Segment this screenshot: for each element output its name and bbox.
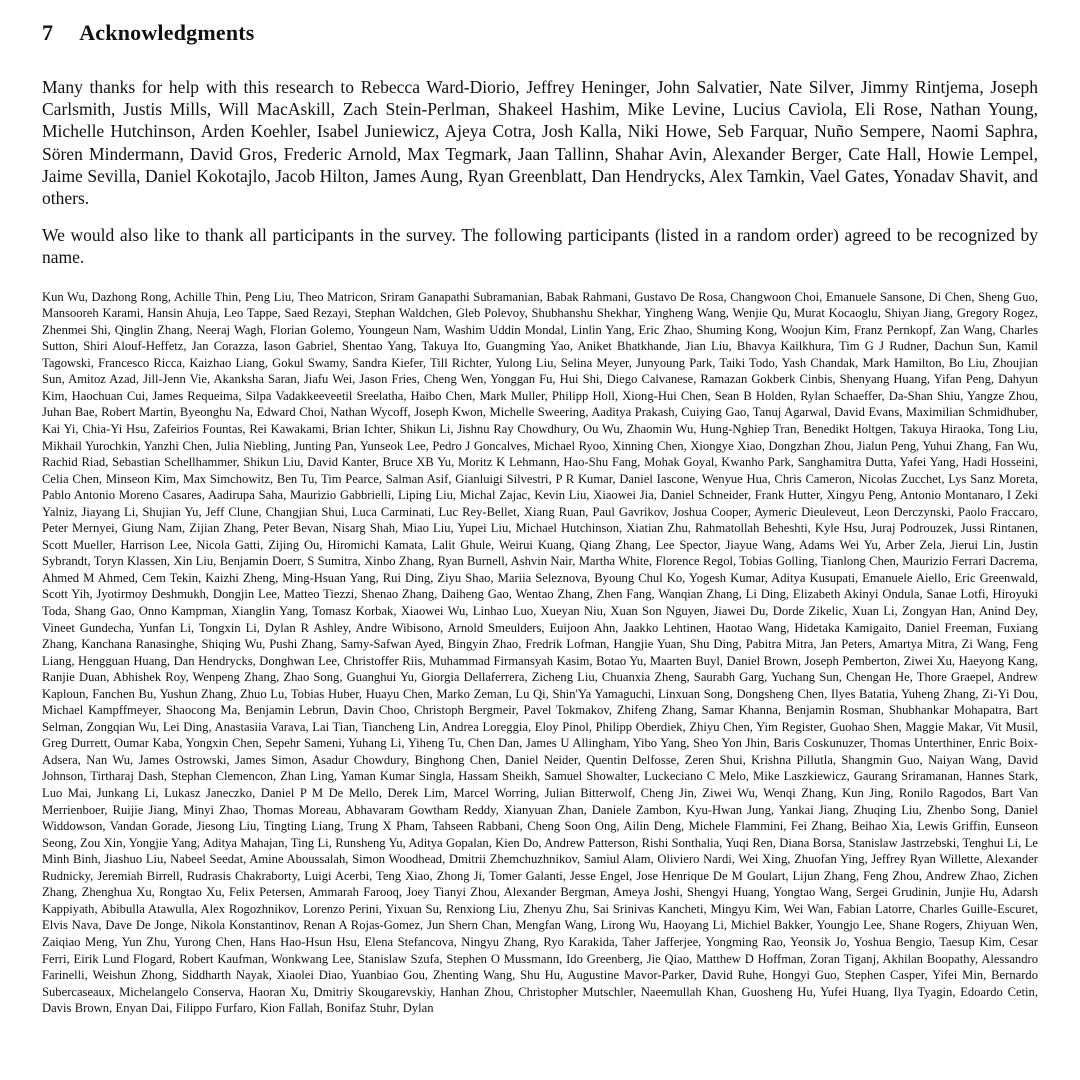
section-title: Acknowledgments <box>79 20 255 45</box>
participant-names-block: Kun Wu, Dazhong Rong, Achille Thin, Peng Liu, Theo Matricon, Sriram Ganapathi Subramanian, Babak Rahmani, Gustavo De Rosa, Changwoon Choi, Emanuele Sansone, Di Chen, Sheng Guo, Mansooreh Karami, Hansin Ahuja, Leo Tappe, Saed Rezayi, Stephan Waldchen, Gleb Polevoy, Shubhanshu Shekhar, Yingheng Wang, Wenjie Qu, Murat Kocaoglu, Shiyan Jiang, Gregory Rogez, Zhenmei Shi, Qinglin Zhang, Neeraj Wagh, Florian Golemo, Youngeun Nam, Washim Uddin Mondal, Linlin Yang, Eric Zhao, Shuming Kong, Woojun Kim, Franz Pernkopf, Zan Wang, Charles Sutton, Shiri Alouf-Heffetz, Jan Corazza, Iason Gabriel, Shentao Yang, Takuya Ito, Guangming Yao, Aniket Bhatkhande, Jian Liu, Bhavya Kailkhura, Tim G J Rudner, Dachun Sun, Kamil Tagowski, Francesco Ricca, Kaizhao Liang, Gokul Swamy, Sandra Kiefer, Till Richter, Yulong Liu, Selina Meyer, Junyoung Park, Taiki Todo, Yash Chandak, Mark Hamilton, Bo Liu, Zhoujian Sun, Amitoz Azad, Jill-Jenn Vie, Akanksha Saran, Jiafu Wei, Jason Fries, Cheng Wen, Yonggan Fu, Hui Shi, Diego Calvanese, Ramazan Gokberk Cinbis, Shenyang Huang, Yifan Peng, Dahyun Kim, Haochuan Cui, James Requeima, Silpa Vadakkeeveetil Sreelatha, Haibo Chen, Mark Muller, Philipp Holl, Xiong-Hui Chen, Sean B Holden, Rylan Schaeffer, Da-Shan Shiu, Yangze Zhou, Juhan Bae, Robert Martin, Byeonghu Na, Edward Choi, Nathan Wycoff, Joseph Kwon, Michelle Sweering, Aaditya Prakash, Cuiying Gao, Tanuj Agarwal, David Evans, Maximilian Schmidhuber, Kai Yi, Chia-Yi Hsu, Zafeirios Fountas, Rei Kawakami, Brian Ichter, Shikun Li, Jishnu Ray Chowdhury, Ou Wu, Zhaomin Wu, Hung-Nghiep Tran, Benedikt Holtgen, Takuya Hiraoka, Tong Liu, Mikhail Yurochkin, Yanzhi Chen, Julia Niebling, Junting Pan, Yunseok Lee, Pedro J Goncalves, Michael Ryoo, Xinning Chen, Xiongye Xiao, Dongzhan Zhou, Jialun Peng, Yuhui Zhang, Fan Wu, Rachid Riad, Sebastian Schellhammer, Shikun Liu, David Kanter, Bruce XB Yu, Moritz K Lehmann, Hao-Shu Fang, Mohak Goyal, Kwanho Park, Sanghamitra Dutta, Yafei Yang, Hadi Hosseini, Celia Chen, Minseon Kim, Max Simchowitz, Ben Tu, Tim Pearce, Salman Asif, Gianluigi Silvestri, P R Kumar, Daniel Iascone, Wenyue Hua, Chris Cameron, Nicolas Zucchet, Lys Sanz Moreta, Pablo Antonio Moreno Casares, Aadirupa Saha, Maurizio Gabbrielli, Liping Liu, Michal Zajac, Kevin Liu, Xiaowei Jia, Daniel Schneider, Frank Hutter, Xingyu Peng, Antonio Montanaro, I Zeki Yalniz, Jiayang Li, Shujian Yu, Jeff Clune, Changjian Shui, Luca Carminati, Luc Rey-Bellet, Xiang Ruan, Paul Gavrikov, Joshua Cooper, Aymeric Dieuleveut, Leon Derczynski, Paolo Fraccaro, Peter Mernyei, Giung Nam, Zijian Zhang, Peter Bevan, Nisarg Shah, Miao Liu, Yupei Liu, Michael Hutchinson, Xiatian Zhu, Rahmatollah Beheshti, Kyle Hsu, Juraj Podrouzek, Jussi Rintanen, Scott Mueller, Harrison Lee, Nicola Gatti, Zijing Ou, Hiromichi Kamata, Lalit Ghule, Weirui Kuang, Qiang Zhang, Lee Spector, Jiayue Wang, Adams Wei Yu, Arber Zela, Jierui Lin, Justin Sybrandt, Toryn Klassen, Xin Liu, Benjamin Doerr, S Sumitra, Xinbo Zhang, Ryan Burnell, Ashvin Nair, Martha White, Florence Regol, Tobias Golling, Tianlong Chen, Maurizio Ferrari Dacrema, Ahmed M Ahmed, Cem Tekin, Kaizhi Zheng, Ming-Hsuan Yang, Rui Ding, Ziyu Shao, Mariia Seleznova, Byoung Chul Ko, Yogesh Kumar, Aditya Kusupati, Emanuele Aiello, Eric Greenwald, Scott Yih, Jyotirmoy Deshmukh, Dongjin Lee, Matteo Tiezzi, Shenao Zhang, Daiheng Gao, Wentao Zhang, Zhen Fang, Wanqian Zhang, Li Ding, Elizabeth Akinyi Ondula, Sanae Lotfi, Hiroyuki Toda, Shang Gao, Onno Kampman, Xianglin Yang, Tomasz Korbak, Xiaowei Wu, Linhao Luo, Xueyan Niu, Xuan Son Nguyen, Jiawei Du, Dorde Zikelic, Xuan Li, Zongyan Han, Anind Dey, Vineet Gundecha, Yunfan Li, Tongxin Li, Dylan R Ashley, Andre Wibisono, Arnold Smeulders, Euijoon Ahn, Jaakko Lehtinen, Haotao Wang, Hidetaka Kamigaito, Daniel Freeman, Fuxiang Zhang, Kanchana Ranasinghe, Shiqing Wu, Pushi Zhang, Samy-Safwan Ayed, Bingyin Zhao, Fredrik Lofman, Hangjie Yuan, Shu Ding, Pabitra Mitra, Jan Peters, Amartya Mitra, Zi Wang, Feng Liang, Hengguan Huang, Dan Hendrycks, Donghwan Lee, Christoffer Riis, Muhammad Firmansyah Kasim, Botao Yu, Maarten Buyl, Daniel Brown, Joseph Pemberton, Ziwei Xu, Haeyong Kang, Ranjie Duan, Abhishek Roy, Wenpeng Zhang, Zhao Song, Guanghui Yu, Giorgia Dellaferrera, Zicheng Liu, Chuanxia Zheng, Saurabh Garg, Yuchang Sun, Chengan He, Thore Graepel, Andrew Kaploun, Fanchen Bu, Yushun Zhang, Zhuo Lu, Tobias Huber, Huayu Chen, Marko Zeman, Lu Qi, Shin'Ya Yamaguchi, Linxuan Song, Dongsheng Chen, Ilyes Batatia, Yuheng Zhang, Zi-Yi Dou, Michael Kampffmeyer, Shaocong Ma, Benjamin Lebrun, Davin Choo, Christoph Bergmeir, Pavel Tokmakov, Zhifeng Zhang, Samar Khanna, Benjamin Rosman, Shubhankar Mohapatra, Bart Selman, Zongqian Wu, Lei Ding, Anastasiia Varava, Lai Tian, Tiancheng Lin, Andrea Loreggia, Eloy Pinol, Philipp Oberdiek, Zhiyu Chen, Yim Register, Guohao Shen, Maggie Makar, Vit Musil, Greg Durrett, Oumar Kaba, Yongxin Chen, Sepehr Sameni, Yuhang Li, Yiheng Tu, Chen Dan, James U Allingham, Yibo Yang, Sheo Yon Jhin, Baris Coskunuzer, Thomas Unterthiner, Enric Boix-Adsera, Nan Wu, James Ostrowski, James Simon, Asadur Chowdury, Binghong Chen, Daniel Neider, Quentin Delfosse, Zeren Shui, Krishna Pillutla, Shangmin Guo, Naiyan Wang, David Johnson, Tirtharaj Dash, Stephan Clemencon, Zhan Ling, Yaman Kumar Singla, Hassam Sheikh, Samuel Showalter, Luckeciano C Melo, Mike Laszkiewicz, Gaurang Sriramanan, Hannes Stark, Luo Mai, Junkang Li, Lukasz Janeczko, Daniel P M De Mello, Derek Lim, Marcel Worring, Julian Bitterwolf, Cheng Jin, Ziwei Wu, Wenqi Zhang, Kun Jing, Ronilo Ragodos, Bart Van Merrienboer, Ruijie Jiang, Minyi Zhao, Thomas Moreau, Abhavaram Gowtham Reddy, Xianyuan Zhan, Daniele Zambon, Kyu-Hwan Jung, Yankai Jiang, Zhuqing Liu, Zhenbo Song, Daniel Widdowson, Vandan Gorade, Jiesong Liu, Tingting Liang, Trung X Pham, Tahseen Rabbani, Cheng Soon Ong, Ailin Deng, Michele Flammini, Fei Zhang, Beihao Xia, Lewis Griffin, Eunseon Seong, Zou Xin, Yongjie Yang, Aditya Mahajan, Ting Li, Runsheng Yu, Aditya Gopalan, Kien Do, Andrew Patterson, Rishi Sonthalia, Yuqi Ren, Diana Borsa, Stanislaw Jastrzebski, Tenghui Li, Le Minh Binh, Jiashuo Liu, Nabeel Seedat, Amine Aboussalah, Simon Woodhead, Dmitrii Zhemchuzhnikov, Samiul Alam, Oliviero Nardi, Wei Xing, Zhuofan Ying, Jeffrey Ryan Willette, Alexander Rudnicky, Jeremiah Birrell, Rudrasis Chakraborty, Luigi Acerbi, Teng Xiao, Zhong Ji, Tomer Galanti, Jesse Engel, Jose Henrique De M Goulart, Lijun Zhang, Feng Zhou, Andrew Zhao, Zichen Zhang, Zhenghua Xu, Rongtao Xu, Felix Petersen, Ammarah Farooq, Joey Tianyi Zhou, Alexander Bergman, Ameya Joshi, Shengyi Huang, Yongtao Wang, Sergei Grudinin, Junjie Hu, Adarsh Kappiyath, Abibulla Atawulla, Alex Rogozhnikov, Lorenzo Perini, Yixuan Su, Renxiong Liu, Zhenyu Zhu, Sai Srinivas Kancheti, Mingyu Kim, Wei Wan, Fabian Latorre, Charles Guille-Escuret, Elvis Nava, Dave De Jonge, Nikola Konstantinov, Renan A Rojas-Gomez, Jun Shern Chan, Mengfan Wang, Lirong Wu, Haoyang Li, Michiel Bakker, Youngjo Lee, Shane Rogers, Zhiyuan Wen, Zaiqiao Meng, Yun Zhu, Yurong Chen, Hans Hao-Hsun Hsu, Elena Stefancova, Ningyu Zhang, Ryo Karakida, Taher Jafferjee, Yongming Rao, Yeonsik Jo, Yoshua Bengio, Taesup Kim, Cesar Ferri, Eirik Lund Flogard, Robert Kaufman, Wonkwang Lee, Stanislaw Szufa, Stephen O Mussmann, Ido Greenberg, Jie Qiao, Matthew D Hoffman, Zoran Tiganj, Akhilan Boopathy, Alessandro Farinelli, Weishun Zhong, Siddharth Nayak, Xiaolei Diao, Yuanbiao Gou, Zhenting Wang, Shu Hu, Augustine Mavor-Parker, David Ruhe, Hongyi Guo, Stephen Casper, Yifei Min, Bernardo Subercaseaux, Michelangelo Conserva, Haoran Xu, Dmitriy Skougarevskiy, Hanhan Zhou, Christopher Mutschler, Naeemullah Khan, Guosheng Hu, Yufei Huang, Ilya Tyagin, Edoardo Cetin, Davis Brown, Enyan Dai, Filippo Furfaro, Kion Fallah, Bonifaz Stuhr, Dylan <box>42 289 1038 1016</box>
acknowledgments-paragraph: Many thanks for help with this research to Rebecca Ward-Diorio, Jeffrey Heninger, John Salvatier, Nate Silver, Jimmy Rintjema, Joseph Carlsmith, Justis Mills, Will MacAskill, Zach Stein-Perlman, Shakeel Hashim, Mike Levine, Lucius Caviola, Eli Rose, Nathan Young, Michelle Hutchinson, Arden Koehler, Isabel Juniewicz, Ajeya Cotra, Josh Kalla, Niki Howe, Seb Farquar, Nuño Sempere, Naomi Saphra, Sören Mindermann, David Gros, Frederic Arnold, Max Tegmark, Jaan Tallinn, Shahar Avin, Alexander Berger, Cate Hall, Howie Lempel, Jaime Sevilla, Daniel Kokotajlo, Jacob Hilton, James Aung, Ryan Greenblatt, Dan Hendrycks, Alex Tamkin, Vael Gates, Yonadav Shavit, and others. <box>42 77 1038 209</box>
section-heading <box>42 20 1038 46</box>
section-number: 7 <box>42 20 54 45</box>
participants-intro-paragraph: We would also like to thank all participants in the survey. The following participants (listed in a random order) agreed to be recognized by name. <box>42 225 1038 268</box>
